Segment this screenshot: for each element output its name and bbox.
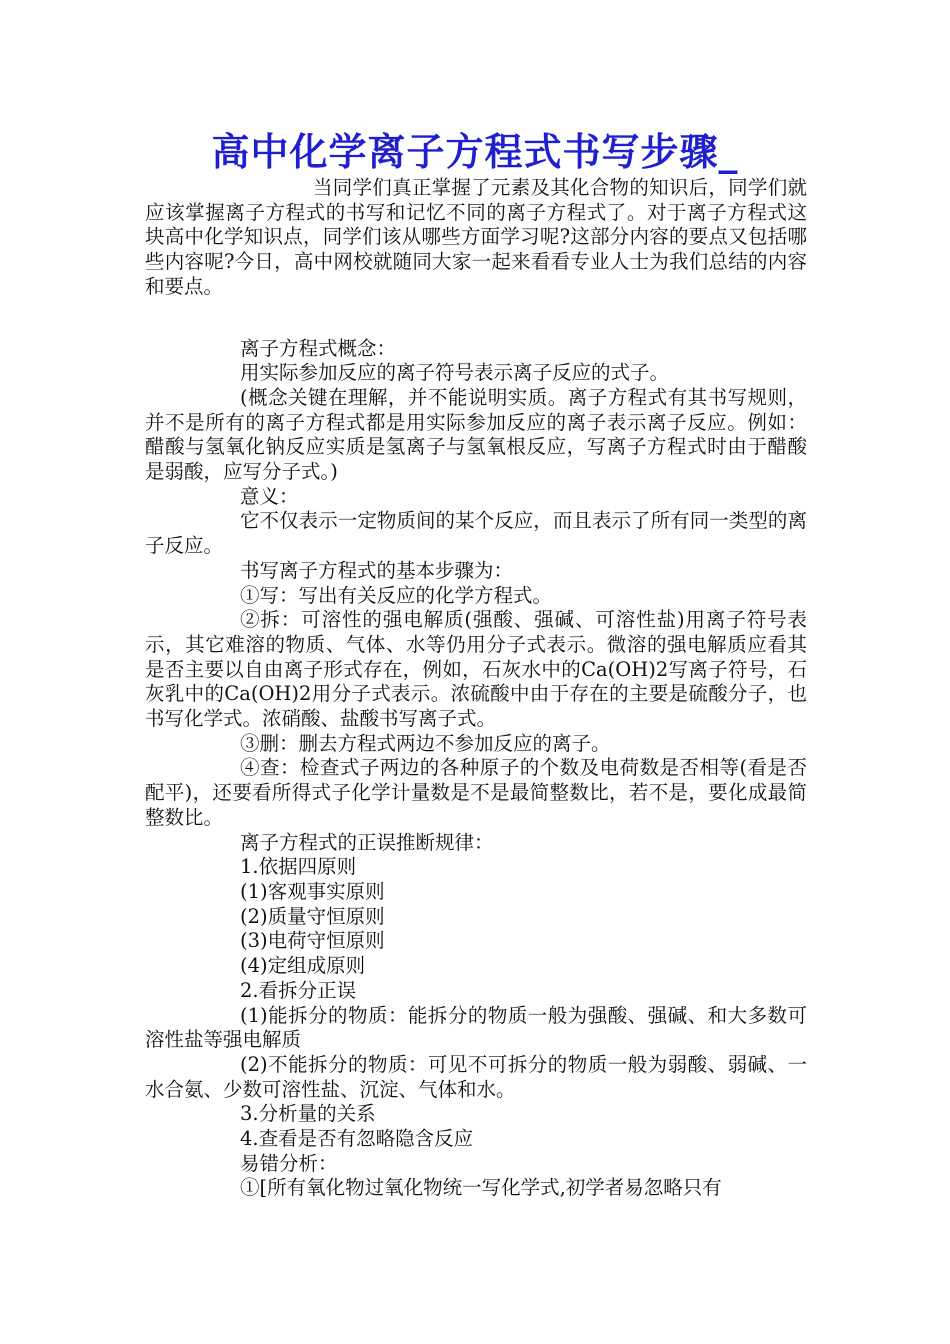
paragraph: 3.分析量的关系: [240, 1102, 376, 1126]
paragraph: 4.查看是否有忽略隐含反应: [240, 1127, 474, 1151]
paragraph: (1)能拆分的物质：能拆分的物质一般为强酸、强碱、和大多数可溶性盐等强电解质: [145, 1003, 807, 1052]
paragraph-spacer: [145, 300, 807, 337]
paragraph: ①写：写出有关反应的化学方程式。: [240, 583, 553, 607]
paragraph: 2.看拆分正误: [240, 978, 357, 1002]
paragraph: ③删：删去方程式两边不参加反应的离子。: [240, 731, 611, 755]
intro-paragraph: 当同学们真正掌握了元素及其化合物的知识后，同学们就应该掌握离子方程式的书写和记忆不同的离子方程式了。对于离子方程式这块高中化学知识点，同学们该从哪些方面学习呢?这部分内容的要点又包括哪些内容呢?今日，高中网校就随同大家一起来看看专业人士为我们总结的内容和要点。: [145, 176, 807, 298]
document-title: 高中化学离子方程式书写步骤_: [211, 129, 739, 174]
paragraph: 离子方程式概念：: [240, 336, 397, 360]
paragraph: (4)定组成原则: [240, 954, 366, 978]
paragraph: ④查：检查式子两边的各种原子的个数及电荷数是否相等(看是否配平)，还要看所得式子化学计量数是不是最简整数比，若不是，要化成最简整数比。: [145, 756, 807, 829]
paragraph: 用实际参加反应的离子符号表示离子反应的式子。: [240, 361, 670, 385]
paragraph: 1.依据四原则: [240, 855, 357, 879]
paragraph: 意义：: [240, 484, 299, 508]
document-body: [145, 176, 807, 1201]
paragraph: (3)电荷守恒原则: [240, 929, 385, 953]
paragraph: 书写离子方程式的基本步骤为：: [240, 558, 514, 582]
paragraph: (概念关键在理解，并不能说明实质。离子方程式有其书写规则，并不是所有的离子方程式都是用实际参加反应的离子表示离子反应。例如：醋酸与氢氧化钠反应实质是氢离子与氢氧根反应，写离子方程式时由于醋酸是弱酸，应写分子式。): [145, 385, 807, 484]
paragraph: ①[所有氧化物过氧化物统一写化学式,初学者易忽略只有: [240, 1176, 722, 1200]
paragraph: 离子方程式的正误推断规律：: [240, 830, 494, 854]
paragraph: (2)质量守恒原则: [240, 904, 385, 928]
paragraph: 易错分析：: [240, 1151, 338, 1175]
paragraph: 它不仅表示一定物质间的某个反应，而且表示了所有同一类型的离子反应。: [145, 509, 807, 558]
paragraph: ②拆：可溶性的强电解质(强酸、强碱、可溶性盐)用离子符号表示，其它难溶的物质、气体、水等仍用分子式表示。微溶的强电解质应看其是否主要以自由离子形式存在，例如，石灰水中的Ca(OH)2写离子符号，石灰乳中的Ca(OH)2用分子式表示。浓硫酸中由于存在的主要是硫酸分子，也书写化学式。浓硝酸、盐酸书写离子式。: [145, 608, 807, 731]
paragraph: (1)客观事实原则: [240, 879, 385, 903]
paragraph: (2)不能拆分的物质：可见不可拆分的物质一般为弱酸、弱碱、一水合氨、少数可溶性盐、沉淀、气体和水。: [145, 1052, 807, 1101]
